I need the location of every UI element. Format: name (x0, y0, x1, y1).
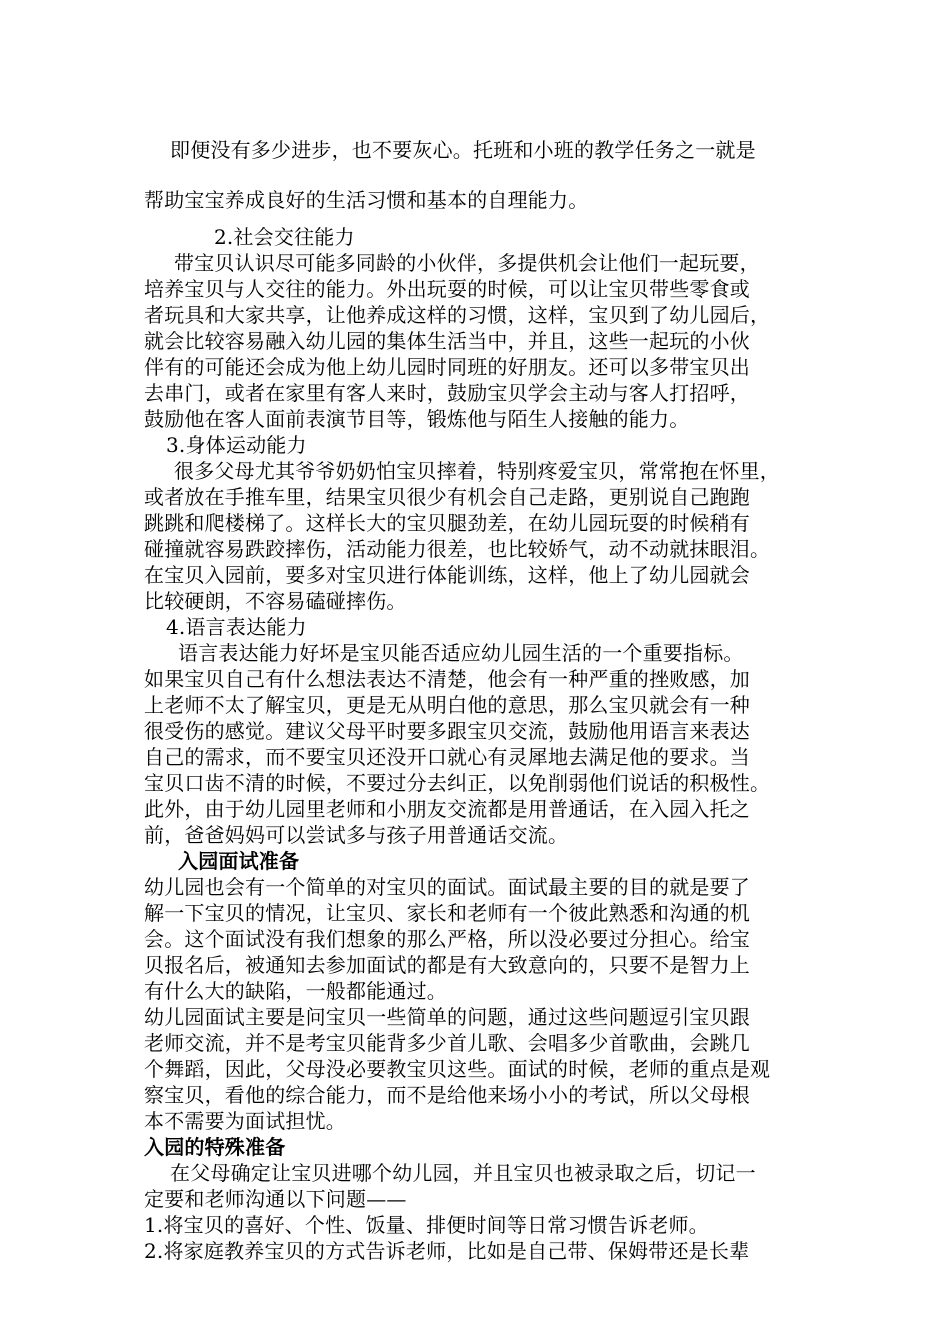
paragraph-line: 老师交流，并不是考宝贝能背多少首儿歌、会唱多少首歌曲，会跳几 (144, 1031, 750, 1055)
paragraph-line: 会。这个面试没有我们想象的那么严格，所以没必要过分担心。给宝 (144, 927, 750, 951)
list-item: 2.将家庭教养宝贝的方式告诉老师，比如是自己带、保姆带还是长辈 (144, 1239, 750, 1263)
list-item: 1.将宝贝的喜好、个性、饭量、排便时间等日常习惯告诉老师。 (144, 1213, 709, 1237)
paragraph-line: 此外，由于幼儿园里老师和小朋友交流都是用普通话，在入园入托之 (144, 797, 750, 821)
paragraph-line: 就会比较容易融入幼儿园的集体生活当中，并且，这些一起玩的小伙 (144, 329, 750, 353)
paragraph-line: 或者放在手推车里，结果宝贝很少有机会自己走路，更别说自己跑跑 (144, 485, 750, 509)
paragraph-line: 前，爸爸妈妈可以尝试多与孩子用普通话交流。 (144, 823, 569, 847)
section-heading: 2.社会交往能力 (214, 225, 355, 249)
section-heading: 3.身体运动能力 (166, 433, 307, 457)
paragraph-line: 贝报名后，被通知去参加面试的都是有大致意向的，只要不是智力上 (144, 953, 750, 977)
paragraph-line: 跳跳和爬楼梯了。这样长大的宝贝腿劲差，在幼儿园玩耍的时候稍有 (144, 511, 750, 535)
section-heading: 4.语言表达能力 (166, 615, 307, 639)
paragraph-line: 定要和老师沟通以下问题—— (144, 1187, 407, 1211)
paragraph-line: 宝贝口齿不清的时候，不要过分去纠正，以免削弱他们说话的积极性。 (144, 771, 771, 795)
paragraph-line: 个舞蹈，因此，父母没必要教宝贝这些。面试的时候，老师的重点是观 (144, 1057, 771, 1081)
paragraph-line: 本不需要为面试担忧。 (144, 1109, 346, 1133)
paragraph-line: 上老师不太了解宝贝，更是无从明白他的意思，那么宝贝就会有一种 (144, 693, 750, 717)
paragraph-line: 培养宝贝与人交往的能力。外出玩耍的时候，可以让宝贝带些零食或 (144, 277, 750, 301)
paragraph-line: 伴有的可能还会成为他上幼儿园时同班的好朋友。还可以多带宝贝出 (144, 355, 750, 379)
paragraph-line: 在父母确定让宝贝进哪个幼儿园，并且宝贝也被录取之后，切记一 (170, 1161, 756, 1185)
paragraph-line: 幼儿园也会有一个简单的对宝贝的面试。面试最主要的目的就是要了 (144, 875, 750, 899)
paragraph-line: 很受伤的感觉。建议父母平时要多跟宝贝交流，鼓励他用语言来表达 (144, 719, 750, 743)
paragraph-line: 自己的需求，而不要宝贝还没开口就心有灵犀地去满足他的要求。当 (144, 745, 750, 769)
paragraph-line: 语言表达能力好坏是宝贝能否适应幼儿园生活的一个重要指标。 (178, 641, 744, 665)
paragraph-line: 即便没有多少进步，也不要灰心。托班和小班的教学任务之一就是 (170, 138, 756, 162)
paragraph-line: 鼓励他在客人面前表演节目等，锻炼他与陌生人接触的能力。 (144, 407, 690, 431)
paragraph-line: 很多父母尤其爷爷奶奶怕宝贝摔着，特别疼爱宝贝，常常抱在怀里， (174, 459, 780, 483)
paragraph-line: 帮助宝宝养成良好的生活习惯和基本的自理能力。 (144, 188, 589, 212)
paragraph-line: 在宝贝入园前，要多对宝贝进行体能训练，这样，他上了幼儿园就会 (144, 563, 750, 587)
paragraph-line: 解一下宝贝的情况，让宝贝、家长和老师有一个彼此熟悉和沟通的机 (144, 901, 750, 925)
paragraph-line: 有什么大的缺陷，一般都能通过。 (144, 979, 447, 1003)
paragraph-line: 幼儿园面试主要是问宝贝一些简单的问题，通过这些问题逗引宝贝跟 (144, 1005, 750, 1029)
paragraph-line: 察宝贝，看他的综合能力，而不是给他来场小小的考试，所以父母根 (144, 1083, 750, 1107)
section-title: 入园的特殊准备 (144, 1135, 286, 1159)
paragraph-line: 带宝贝认识尽可能多同龄的小伙伴，多提供机会让他们一起玩要， (174, 251, 760, 275)
paragraph-line: 比较硬朗，不容易磕碰摔伤。 (144, 589, 407, 613)
paragraph-line: 去串门，或者在家里有客人来时，鼓励宝贝学会主动与客人打招呼， (144, 381, 750, 405)
paragraph-line: 者玩具和大家共享，让他养成这样的习惯，这样，宝贝到了幼儿园后， (144, 303, 771, 327)
section-title: 入园面试准备 (178, 849, 300, 873)
paragraph-line: 如果宝贝自己有什么想法表达不清楚，他会有一种严重的挫败感，加 (144, 667, 750, 691)
paragraph-line: 碰撞就容易跌跤摔伤，活动能力很差，也比较娇气，动不动就抹眼泪。 (144, 537, 771, 561)
